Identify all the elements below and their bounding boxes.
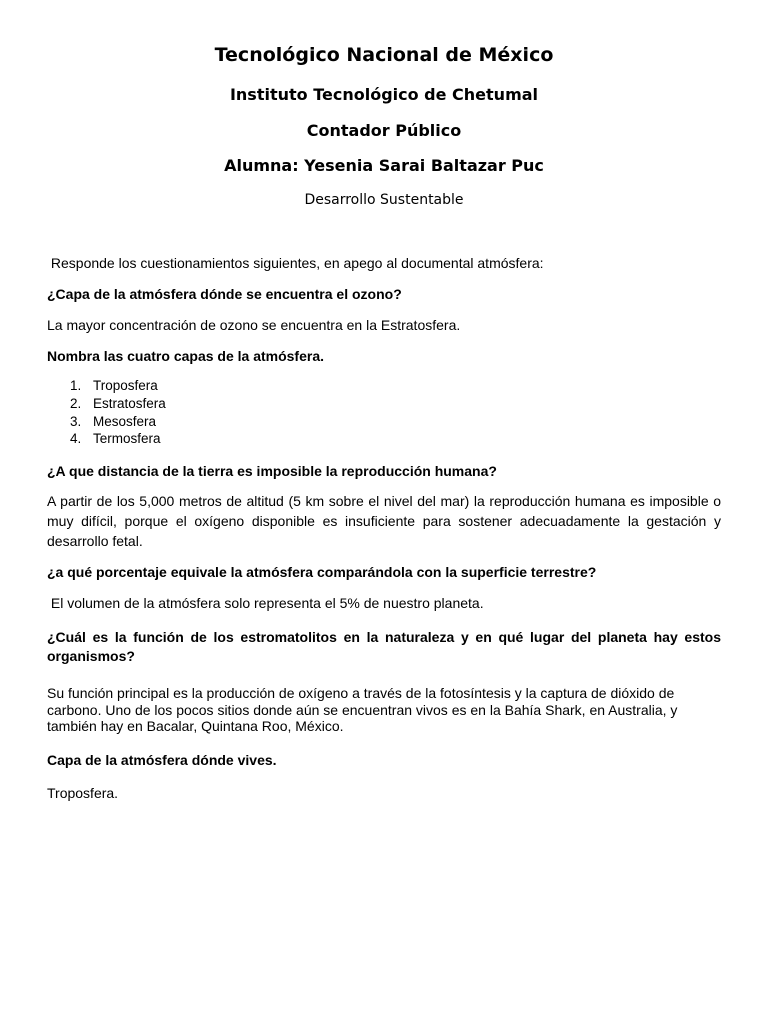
list-item: 1. Troposfera [70, 378, 158, 393]
intro-text: Responde los cuestionamientos siguientes, en apego al documental atmósfera: [47, 255, 544, 271]
list-item: 2. Estratosfera [70, 395, 166, 411]
subject-name: Desarrollo Sustentable [304, 192, 464, 208]
question-2: Nombra las cuatro capas de la atmósfera. [47, 348, 324, 364]
answer-5: Su función principal es la producción de oxígeno a través de la fotosíntesis y la captura de dióxido de carbono. Uno de los pocos sitios donde aún se encuentran vivos es en la Bahía Shark, en Australia, y también hay en Bacalar, Quintana Roo, México. [47, 685, 678, 734]
answer-1: La mayor concentración de ozono se encuentra en la Estratosfera. [47, 317, 461, 333]
answer-6: Troposfera. [47, 785, 119, 801]
question-3: ¿A que distancia de la tierra es imposible la reproducción humana? [47, 463, 497, 479]
student-name: Alumna: Yesenia Sarai Baltazar Puc [224, 156, 544, 175]
answer-3: A partir de los 5,000 metros de altitud (5 km sobre el nivel del mar) la reproducción humana es imposible o muy difícil, porque el oxígeno disponible es insuficiente para sostener adecuadamente la gestación y desarrollo fetal. [47, 493, 721, 549]
list-item: 4. Termosfera [70, 431, 161, 447]
question-1: ¿Capa de la atmósfera dónde se encuentra el ozono? [47, 286, 402, 302]
question-5: ¿Cuál es la función de los estromatolitos en la naturaleza y en qué lugar del planeta hay estos organismos? [47, 629, 721, 664]
institute-title: Instituto Tecnológico de Chetumal [229, 85, 539, 104]
list-item: 3. Mesosfera [70, 413, 157, 429]
atmosphere-layers-list [70, 377, 166, 448]
question-4: ¿a qué porcentaje equivale la atmósfera comparándola con la superficie terrestre? [47, 564, 597, 580]
answer-4: El volumen de la atmósfera solo representa el 5% de nuestro planeta. [47, 595, 484, 611]
institution-title: Tecnológico Nacional de México [214, 44, 554, 66]
career-title: Contador Público [306, 121, 462, 140]
question-6: Capa de la atmósfera dónde vives. [47, 752, 277, 768]
